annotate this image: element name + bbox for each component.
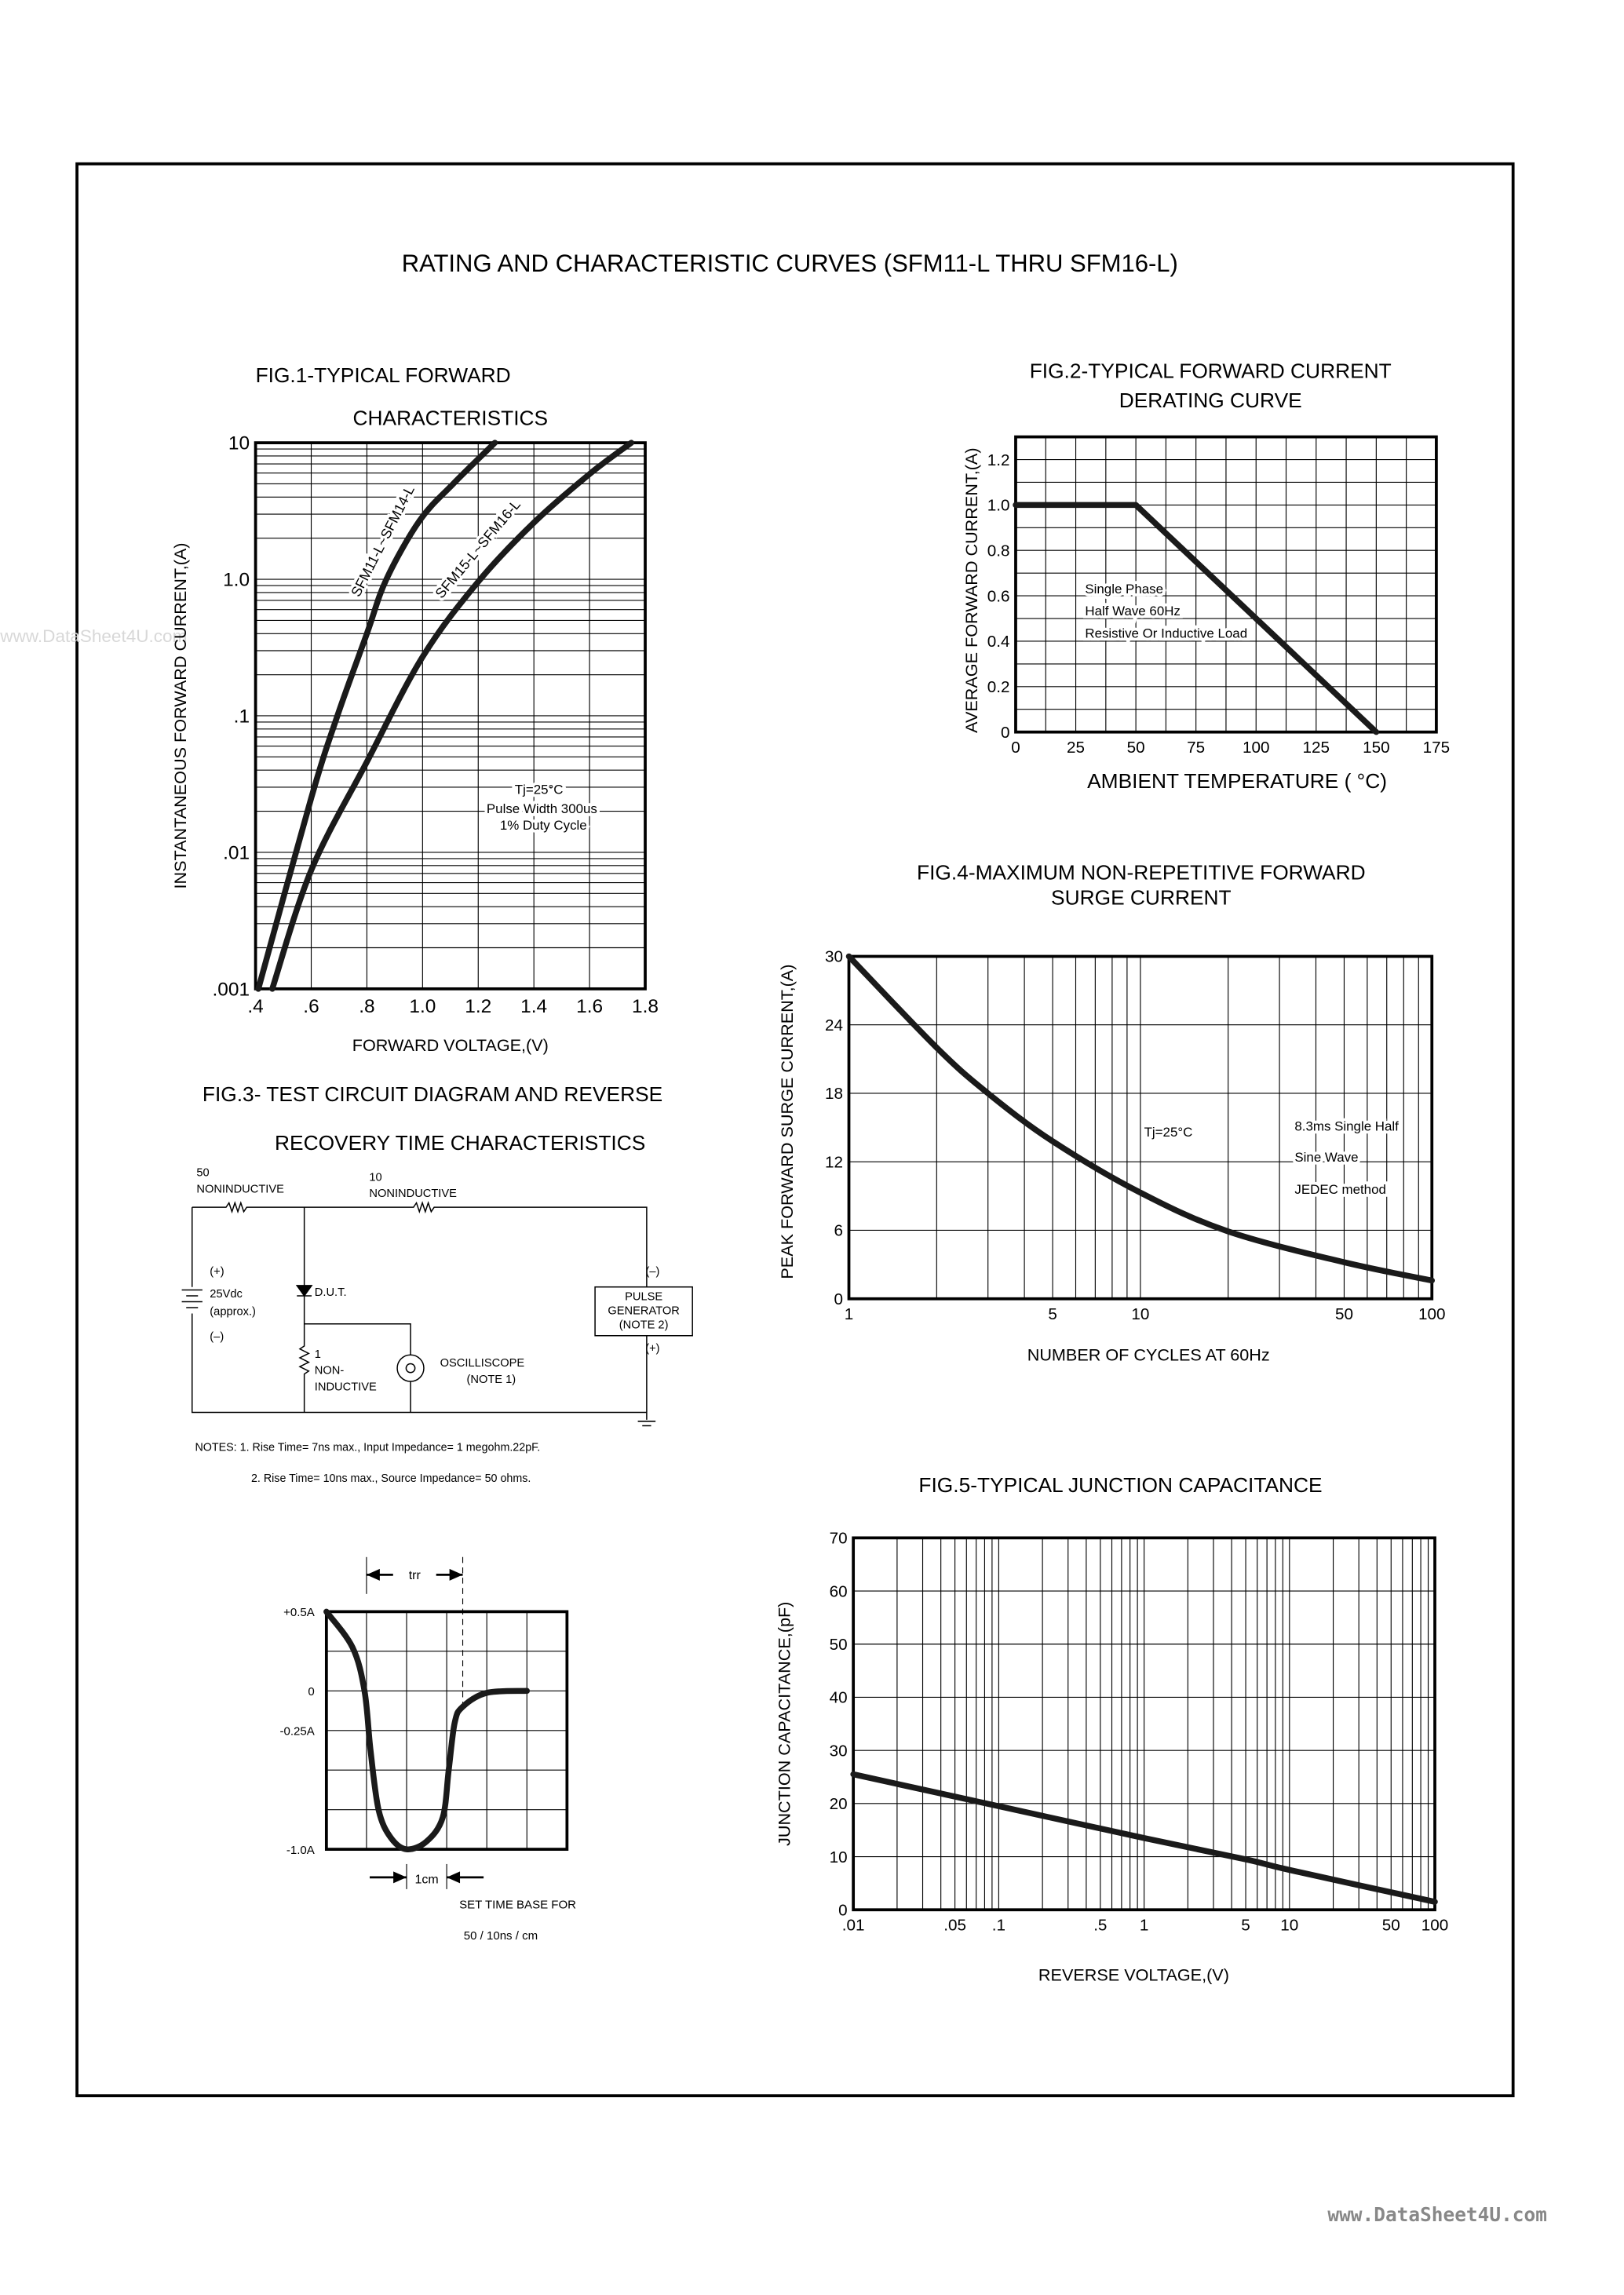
- y-tick-label: 12: [824, 1153, 843, 1172]
- watermark-left: www.DataSheet4U.com: [0, 626, 188, 646]
- y-tick-label: .1: [233, 706, 250, 728]
- x-tick-label: 25: [1067, 738, 1086, 757]
- generator-plus: (+): [645, 1342, 660, 1355]
- waveform-level-label: -0.25A: [279, 1724, 315, 1739]
- fig1-xlabel: FORWARD VOLTAGE,(V): [352, 1034, 549, 1055]
- fig2-xlabel: AMBIENT TEMPERATURE ( °C): [1087, 769, 1387, 794]
- side-wires: [192, 1207, 647, 1420]
- fig2-ylabel: AVERAGE FORWARD CURRENT,(A): [962, 447, 982, 733]
- x-tick-label: 150: [1363, 738, 1390, 757]
- x-tick-label: 100: [1421, 1916, 1449, 1935]
- x-tick-label: 100: [1242, 738, 1270, 757]
- y-tick-label: 60: [829, 1582, 848, 1601]
- y-tick-label: 1.0: [987, 496, 1010, 515]
- pulse-generator-label: (NOTE 2): [619, 1319, 669, 1332]
- annotation: Single Phase: [1085, 581, 1164, 597]
- y-tick-label: 0: [838, 1901, 848, 1920]
- fig3-title: FIG.3- TEST CIRCUIT DIAGRAM AND REVERSE: [202, 1082, 663, 1106]
- y-tick-label: 30: [829, 1742, 848, 1760]
- fig4-ylabel: PEAK FORWARD SURGE CURRENT,(A): [777, 964, 797, 1279]
- cm-arrow-right-head: [393, 1871, 407, 1883]
- x-tick-label: .5: [1093, 1916, 1108, 1935]
- fig1-chart: [170, 363, 659, 1055]
- fig4-chart: [777, 861, 1445, 1365]
- x-tick-label: .6: [303, 995, 319, 1017]
- timebase-value: 50 / 10ns / cm: [463, 1928, 538, 1943]
- x-tick-label: 1.4: [520, 995, 548, 1017]
- trr-arrow-left-head: [367, 1569, 380, 1581]
- fig5-ylabel: JUNCTION CAPACITANCE,(pF): [774, 1601, 794, 1846]
- y-tick-label: 50: [829, 1635, 848, 1654]
- y-tick-label: 18: [824, 1085, 843, 1104]
- y-tick-label: 1.2: [987, 451, 1010, 469]
- fig5-title: FIG.5-TYPICAL JUNCTION CAPACITANCE: [918, 1473, 1323, 1498]
- fig3-test-circuit: [182, 1082, 693, 1943]
- x-tick-label: 1.2: [465, 995, 492, 1017]
- y-tick-label: 0.8: [987, 542, 1010, 560]
- x-tick-label: 1.6: [576, 995, 604, 1017]
- waveform-level-label: -1.0A: [286, 1843, 315, 1857]
- annotation: JEDEC method: [1294, 1182, 1386, 1198]
- x-tick-label: 175: [1422, 738, 1451, 757]
- ground-icon: [638, 1421, 656, 1426]
- dut-branch: [300, 1207, 308, 1412]
- fig1-grid: [256, 443, 645, 989]
- x-tick-label: 1: [844, 1305, 854, 1324]
- y-tick-label: 20: [829, 1795, 848, 1814]
- x-tick-label: 10: [1131, 1305, 1150, 1324]
- annotation: 1% Duty Cycle: [499, 817, 587, 833]
- note-2: 2. Rise Time= 10ns max., Source Impedance= 50 ohms.: [250, 1472, 531, 1485]
- cm-arrow-left-head: [447, 1871, 460, 1883]
- annotation: Half Wave 60Hz: [1085, 604, 1181, 619]
- x-tick-label: 50: [1126, 738, 1145, 757]
- battery-minus: (–): [210, 1330, 224, 1344]
- fig4-title: FIG.4-MAXIMUM NON-REPETITIVE FORWARD: [917, 860, 1366, 885]
- fig2-title: FIG.2-TYPICAL FORWARD CURRENT: [1029, 359, 1392, 383]
- battery-plus: (+): [210, 1265, 224, 1279]
- diode-icon: [297, 1286, 312, 1296]
- x-tick-label: 10: [1280, 1916, 1299, 1935]
- y-tick-label: 6: [834, 1221, 843, 1240]
- x-tick-label: 50: [1334, 1305, 1353, 1324]
- r3-value: 1: [314, 1348, 321, 1361]
- y-tick-label: 0: [1000, 723, 1010, 742]
- battery-icon: [182, 1290, 203, 1308]
- trr-arrow-right-head: [450, 1569, 463, 1581]
- y-tick-label: 24: [824, 1016, 843, 1034]
- x-tick-label: .05: [943, 1916, 966, 1935]
- dut-label: D.U.T.: [314, 1286, 347, 1299]
- x-tick-label: 5: [1048, 1305, 1057, 1324]
- x-tick-label: 1: [1139, 1916, 1149, 1935]
- x-tick-label: 100: [1418, 1305, 1446, 1324]
- x-tick-label: 0: [1011, 738, 1020, 757]
- fig1-title: FIG.1-TYPICAL FORWARD: [255, 363, 511, 388]
- annotation: Resistive Or Inductive Load: [1085, 626, 1248, 641]
- y-tick-label: 70: [829, 1529, 848, 1548]
- scope-note: (NOTE 1): [466, 1373, 516, 1386]
- fig2-grid: [1016, 437, 1436, 732]
- fig5-chart: [774, 1473, 1448, 1984]
- top-wire-resistors: [192, 1203, 647, 1287]
- x-tick-label: 1.8: [632, 995, 659, 1017]
- x-tick-label: .01: [841, 1916, 865, 1935]
- annotation: Pulse Width 300us: [486, 801, 597, 817]
- y-tick-label: .01: [223, 842, 250, 864]
- y-tick-label: .001: [212, 979, 250, 1001]
- fig5-grid: [853, 1538, 1435, 1910]
- pulse-generator-label: GENERATOR: [608, 1304, 680, 1318]
- annotation: Tj=25°C: [514, 782, 564, 797]
- fig1-ylabel: INSTANTANEOUS FORWARD CURRENT,(A): [170, 542, 191, 889]
- annotation: Tj=25°C: [1144, 1124, 1193, 1140]
- fig2-chart: [962, 359, 1450, 793]
- x-tick-label: .4: [247, 995, 264, 1017]
- fig3-title: RECOVERY TIME CHARACTERISTICS: [275, 1130, 646, 1155]
- y-tick-label: 10: [829, 1848, 848, 1866]
- fig1-title: CHARACTERISTICS: [352, 406, 549, 430]
- y-tick-label: 30: [824, 947, 843, 966]
- generator-minus: (–): [645, 1265, 660, 1279]
- x-tick-label: .8: [359, 995, 375, 1017]
- waveform-level-label: +0.5A: [283, 1606, 315, 1620]
- y-tick-label: 40: [829, 1688, 848, 1707]
- y-tick-label: 0.2: [987, 678, 1010, 697]
- fig2-title: DERATING CURVE: [1119, 388, 1302, 412]
- y-tick-label: 0.4: [987, 633, 1010, 651]
- annotation: Sine Wave: [1294, 1149, 1359, 1165]
- pulse-generator-label: PULSE: [625, 1290, 663, 1304]
- y-tick-label: 1.0: [223, 569, 250, 591]
- fig5-xlabel: REVERSE VOLTAGE,(V): [1038, 1965, 1229, 1985]
- recovery-waveform: [280, 1557, 577, 1943]
- x-tick-label: 5: [1241, 1916, 1250, 1935]
- waveform-level-label: 0: [308, 1684, 315, 1698]
- charts-layer: [170, 359, 1450, 1984]
- annotation: 8.3ms Single Half: [1294, 1118, 1399, 1134]
- note-1: NOTES: 1. Rise Time= 7ns max., Input Impedance= 1 megohm.22pF.: [195, 1441, 541, 1454]
- page-title: RATING AND CHARACTERISTIC CURVES (SFM11-L THRU SFM16-L): [401, 249, 1178, 277]
- fig4-title: SURGE CURRENT: [1051, 885, 1232, 910]
- x-tick-label: 1.0: [409, 995, 436, 1017]
- cm-label: 1cm: [414, 1873, 439, 1887]
- oscilloscope-icon: [397, 1355, 424, 1381]
- y-tick-label: 0.6: [987, 587, 1010, 606]
- battery-note: (approx.): [210, 1305, 256, 1319]
- r2-value: 10: [369, 1171, 382, 1184]
- scope-label: OSCILLISCOPE: [440, 1357, 525, 1370]
- oscilloscope-icon-inner: [406, 1363, 414, 1372]
- fig4-xlabel: NUMBER OF CYCLES AT 60Hz: [1027, 1345, 1270, 1365]
- trr-label: trr: [408, 1569, 421, 1583]
- r3-type: NON-: [314, 1364, 345, 1377]
- battery-value: 25Vdc: [210, 1287, 243, 1301]
- r1-value: 50: [196, 1166, 210, 1180]
- x-tick-label: 50: [1381, 1916, 1400, 1935]
- series-label: SFM15-L~SFM16-L: [432, 496, 524, 602]
- watermark-bottom: www.DataSheet4U.com: [1327, 2202, 1547, 2226]
- r3-type: INDUCTIVE: [314, 1381, 377, 1394]
- series-label: SFM11-L~SFM14-L: [348, 483, 418, 600]
- r1-type: NONINDUCTIVE: [196, 1183, 284, 1196]
- x-tick-label: 125: [1302, 738, 1330, 757]
- r2-type: NONINDUCTIVE: [369, 1187, 457, 1200]
- timebase-label: SET TIME BASE FOR: [459, 1898, 577, 1912]
- x-tick-label: 75: [1187, 738, 1206, 757]
- x-tick-label: .1: [991, 1916, 1005, 1935]
- y-tick-label: 0: [834, 1290, 843, 1308]
- y-tick-label: 10: [228, 432, 250, 454]
